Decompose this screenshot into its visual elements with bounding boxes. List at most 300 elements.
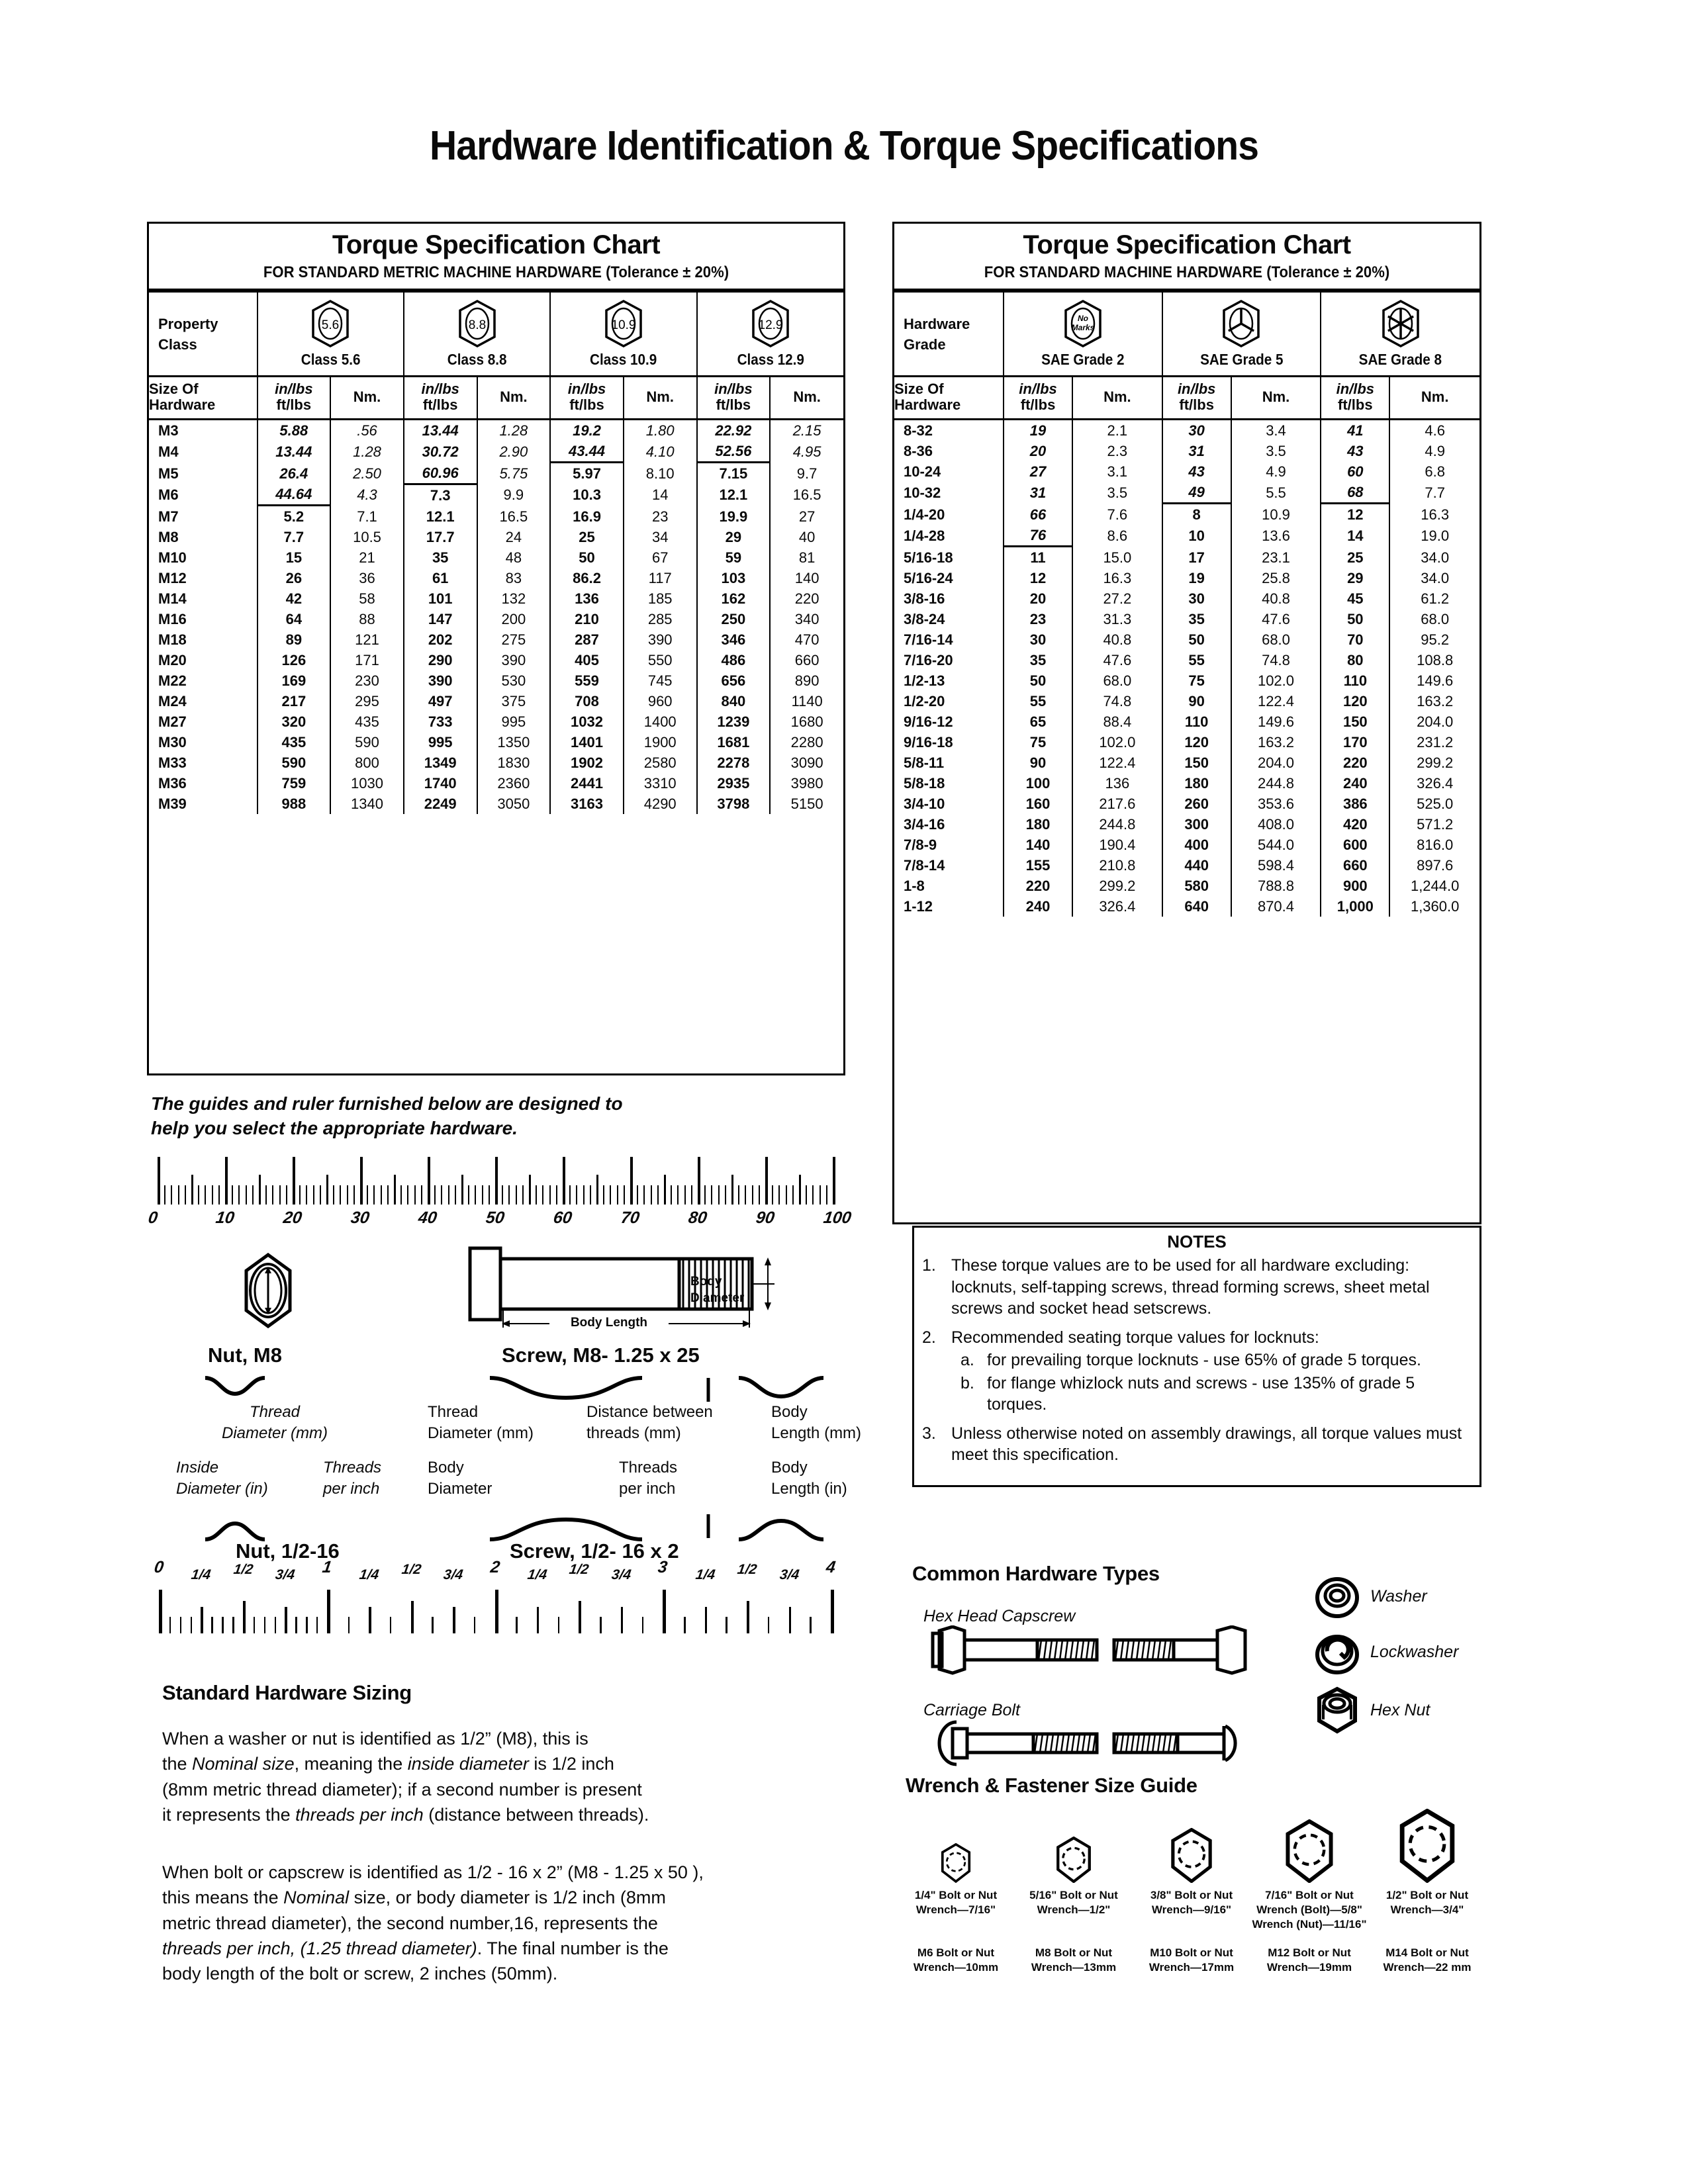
metric-cell: 988 (258, 794, 331, 814)
p1-b-i1: Nominal size (192, 1754, 295, 1774)
screw-callout-3-line2: Length (mm) (771, 1424, 862, 1442)
table-row (894, 691, 1479, 711)
ruler-tick (158, 1157, 160, 1205)
metric-cell: 17.7 (404, 527, 477, 547)
metric-row-size: M20 (149, 650, 258, 670)
screw-callout-body-diameter (428, 1457, 492, 1499)
ruler-tick (434, 1185, 436, 1205)
wrench-hex-icon-1 (1015, 1803, 1133, 1883)
ruler-tick (677, 1185, 679, 1205)
ruler-label-inch: 2 (489, 1558, 501, 1576)
metric-cell-nm: 9.9 (477, 484, 551, 506)
wrench-imperial-l1: 1/4" Bolt or Nut (914, 1889, 998, 1901)
ruler-tick (542, 1185, 543, 1205)
ruler-tick (421, 1185, 422, 1205)
metric-cell: 16.9 (550, 506, 624, 527)
metric-cell: 3163 (550, 794, 624, 814)
sae-cell: 220 (1321, 752, 1389, 773)
metric-row-size: M30 (149, 732, 258, 752)
ruler-tick (326, 1175, 328, 1205)
ruler-tick (495, 1157, 498, 1205)
ruler-tick (185, 1185, 186, 1205)
metric-cell: 19.9 (697, 506, 771, 527)
note-subitem (961, 1349, 1470, 1371)
metric-cell: 169 (258, 670, 331, 691)
wrench-imperial-l1: 5/16" Bolt or Nut (1029, 1889, 1118, 1901)
metric-row-size: M8 (149, 527, 258, 547)
sae-cell: 155 (1004, 855, 1072, 876)
ruler-label-mm: 70 (620, 1208, 641, 1227)
nut-metric-title: Nut, M8 (208, 1343, 282, 1367)
ruler-tick (576, 1185, 577, 1205)
metric-cell-nm: 4290 (624, 794, 697, 814)
metric-cell-nm: 1400 (624, 711, 697, 732)
metric-cell-nm: 40 (770, 527, 843, 547)
ruler-tick (299, 1185, 301, 1205)
wrench-metric-label-4 (1368, 1946, 1486, 1975)
ruler-tick (232, 1185, 233, 1205)
sae-cell: 50 (1162, 629, 1231, 650)
metric-cell-nm: 83 (477, 568, 551, 588)
metric-cell: 22.92 (697, 420, 771, 441)
sae-row-size: 1/2-13 (894, 670, 1004, 691)
table-row (894, 711, 1479, 732)
metric-cell: 15 (258, 547, 331, 568)
callout-braces-bottom (185, 1510, 847, 1543)
sae-cell-nm: 897.6 (1389, 855, 1479, 876)
metric-row-size: M5 (149, 463, 258, 484)
nut-metric-callout-line2: Diameter (mm) (222, 1424, 328, 1442)
ruler-tick (246, 1185, 247, 1205)
metric-property-class-label-1: Property (158, 315, 218, 332)
metric-class-header-2 (550, 292, 696, 377)
sae-cell: 90 (1004, 752, 1072, 773)
metric-unit-header-inlbs-3: in/lbs ft/lbs (697, 377, 771, 420)
sae-cell: 160 (1004, 794, 1072, 814)
metric-cell-nm: 21 (330, 547, 404, 568)
metric-cell: 217 (258, 691, 331, 711)
ruler-label-inch: 1 (320, 1558, 333, 1576)
metric-class-label-3: Class 12.9 (737, 351, 804, 368)
ruler-label-fraction: 1/4 (526, 1567, 548, 1582)
metric-row-size: M14 (149, 588, 258, 609)
svg-text:5.6: 5.6 (321, 318, 340, 332)
metric-cell-nm: 4.10 (624, 441, 697, 463)
sae-cell-nm: 25.8 (1231, 568, 1321, 588)
table-row (894, 609, 1479, 629)
sae-grade-label-2: SAE Grade 8 (1358, 351, 1442, 368)
note-sublist (951, 1349, 1470, 1416)
ruler-tick (353, 1185, 355, 1205)
sae-cell-nm: 47.6 (1231, 609, 1321, 629)
table-row (894, 547, 1479, 569)
wrench-imperial-l2: Wrench—9/16" (1151, 1903, 1232, 1917)
svg-text:8.8: 8.8 (468, 318, 486, 332)
sae-cell: 420 (1321, 814, 1389, 835)
hex-mark-6-line-icon (1380, 299, 1421, 348)
metric-cell-nm: 745 (624, 670, 697, 691)
wrench-imperial-l1: 3/8" Bolt or Nut (1150, 1889, 1233, 1901)
ruler-label-mm: 40 (417, 1208, 438, 1227)
svg-text:Marks: Marks (1071, 323, 1095, 332)
ruler-tick (369, 1607, 371, 1633)
metric-cell: 7.15 (697, 463, 771, 484)
sae-row-size: 3/8-24 (894, 609, 1004, 629)
sae-cell-nm: 102.0 (1231, 670, 1321, 691)
table-row (149, 609, 843, 629)
sae-row-size: 10-32 (894, 482, 1004, 504)
nut-imp-callout-a2: Diameter (in) (176, 1479, 268, 1498)
table-row (894, 461, 1479, 482)
ruler-tick (651, 1185, 652, 1205)
sae-cell: 55 (1162, 650, 1231, 670)
metric-cell: 2278 (697, 752, 771, 773)
sae-row-size: 7/8-9 (894, 835, 1004, 855)
metric-cell-nm: 435 (330, 711, 404, 732)
metric-cell: 5.2 (258, 506, 331, 527)
ruler-label-fraction: 1/2 (400, 1562, 422, 1577)
hex-mark-5.6-icon (310, 299, 351, 348)
ruler-tick (201, 1607, 203, 1633)
metric-cell: 5.97 (550, 463, 624, 484)
metric-cell-nm: 48 (477, 547, 551, 568)
ruler-label-fraction: 3/4 (610, 1567, 632, 1582)
metric-cell: 19.2 (550, 420, 624, 441)
ruler-label-mm: 10 (214, 1208, 236, 1227)
ruler-tick (254, 1617, 256, 1633)
ruler-label-inch: 0 (153, 1558, 165, 1576)
sae-cell-nm: 16.3 (1389, 504, 1479, 525)
hex-mark-no-marks-icon (1062, 299, 1103, 348)
sae-unit-header-inlbs-1: in/lbs ft/lbs (1162, 377, 1231, 420)
metric-cell: 162 (697, 588, 771, 609)
metric-cell: 590 (258, 752, 331, 773)
metric-torque-chart (147, 222, 845, 1075)
ruler-tick (243, 1601, 246, 1633)
table-row (894, 670, 1479, 691)
sae-cell: 300 (1162, 814, 1231, 835)
sae-cell-nm: 571.2 (1389, 814, 1479, 835)
wrench-metric-l2: Wrench—17mm (1149, 1961, 1235, 1974)
ruler-tick (316, 1617, 318, 1633)
table-row (894, 629, 1479, 650)
ruler-tick (826, 1185, 827, 1205)
note-item-1 (922, 1255, 1470, 1320)
table-row (894, 482, 1479, 504)
metric-cell-nm: 530 (477, 670, 551, 691)
metric-cell-nm: 2580 (624, 752, 697, 773)
ruler-tick (367, 1185, 368, 1205)
sae-cell: 900 (1321, 876, 1389, 896)
ruler-tick (455, 1185, 456, 1205)
metric-cell: 250 (697, 609, 771, 629)
ruler-tick (820, 1185, 821, 1205)
screw-callout-2-line1: Distance between (586, 1403, 713, 1421)
ruler-tick (387, 1185, 389, 1205)
ruler-tick (508, 1185, 510, 1205)
metric-unit-header-nm-2: Nm. (624, 377, 697, 420)
sae-cell: 25 (1321, 547, 1389, 569)
ruler-tick (225, 1157, 228, 1205)
sae-cell-nm: 61.2 (1389, 588, 1479, 609)
sae-cell: 66 (1004, 504, 1072, 525)
sae-cell: 120 (1321, 691, 1389, 711)
washer-label: Washer (1370, 1587, 1427, 1606)
sae-cell: 31 (1162, 441, 1231, 461)
wrench-imperial-label-2 (1133, 1888, 1250, 1917)
metric-cell: 13.44 (258, 441, 331, 463)
sae-unit-header-nm-1: Nm. (1231, 377, 1321, 420)
ruler-tick (691, 1185, 692, 1205)
p1-d-post: (distance between threads). (423, 1804, 649, 1825)
sae-cell-nm: 10.9 (1231, 504, 1321, 525)
sae-row-size: 5/16-18 (894, 547, 1004, 569)
table-row (894, 650, 1479, 670)
sae-cell-nm: 74.8 (1072, 691, 1162, 711)
metric-cell: 733 (404, 711, 477, 732)
metric-cell: 147 (404, 609, 477, 629)
metric-cell: 346 (697, 629, 771, 650)
metric-cell: 43.44 (550, 441, 624, 463)
ruler-tick (579, 1601, 581, 1633)
metric-cell-nm: 8.10 (624, 463, 697, 484)
metric-class-label-0: Class 5.6 (301, 351, 361, 368)
wrench-metric-label-3 (1250, 1946, 1368, 1975)
table-row (149, 568, 843, 588)
sae-row-size: 3/8-16 (894, 588, 1004, 609)
metric-cell-nm: 16.5 (477, 506, 551, 527)
metric-cell: 29 (697, 527, 771, 547)
ruler-tick (537, 1607, 539, 1633)
sae-cell-nm: 204.0 (1231, 752, 1321, 773)
wrench-imperial-l3: Wrench (Nut)—11/16" (1252, 1918, 1367, 1931)
ruler-tick (637, 1185, 638, 1205)
sae-cell-nm: 68.0 (1389, 609, 1479, 629)
sae-cell: 640 (1162, 896, 1231, 917)
wrench-metric-l1: M14 Bolt or Nut (1385, 1946, 1469, 1959)
sae-cell-nm: 3.5 (1072, 482, 1162, 504)
metric-row-size: M27 (149, 711, 258, 732)
metric-row-size: M12 (149, 568, 258, 588)
metric-cell: 2249 (404, 794, 477, 814)
sae-cell: 30 (1162, 588, 1231, 609)
metric-cell-nm: 4.3 (330, 484, 404, 506)
wrench-guide-column-0 (897, 1803, 1015, 1974)
p1-line4 (162, 1802, 831, 1827)
metric-cell-nm: 81 (770, 547, 843, 568)
metric-cell-nm: 67 (624, 547, 697, 568)
metric-cell: 1032 (550, 711, 624, 732)
screw-callout-5-line1: Threads (619, 1459, 678, 1477)
sae-cell-nm: 598.4 (1231, 855, 1321, 876)
metric-cell-nm: 295 (330, 691, 404, 711)
sae-row-size: 8-36 (894, 441, 1004, 461)
metric-cell-nm: 220 (770, 588, 843, 609)
ruler-tick (390, 1617, 392, 1633)
metric-cell: 497 (404, 691, 477, 711)
wrench-metric-l1: M8 Bolt or Nut (1035, 1946, 1113, 1959)
sae-cell-nm: 3.1 (1072, 461, 1162, 482)
sae-cell: 90 (1162, 691, 1231, 711)
wrench-metric-l2: Wrench—22 mm (1383, 1961, 1472, 1974)
sae-row-size: 1-8 (894, 876, 1004, 896)
sae-cell: 29 (1321, 568, 1389, 588)
ruler-tick (178, 1185, 179, 1205)
sae-cell: 50 (1004, 670, 1072, 691)
table-row (149, 420, 843, 441)
sae-row-size: 1/4-20 (894, 504, 1004, 525)
sae-cell-nm: 31.3 (1072, 609, 1162, 629)
svg-text:10.9: 10.9 (611, 318, 636, 332)
metric-cell: 210 (550, 609, 624, 629)
ruler-tick (624, 1185, 625, 1205)
wrench-metric-l2: Wrench—19mm (1266, 1961, 1352, 1974)
metric-class-label-2: Class 10.9 (590, 351, 657, 368)
sae-cell: 23 (1004, 609, 1072, 629)
sae-cell-nm: 23.1 (1231, 547, 1321, 569)
millimeter-ruler (158, 1157, 833, 1205)
sae-cell-nm: 122.4 (1231, 691, 1321, 711)
sae-chart-subtitle: FOR STANDARD MACHINE HARDWARE (Tolerance ± 20%) (984, 263, 1390, 281)
ruler-tick (759, 1185, 760, 1205)
ruler-tick (218, 1185, 220, 1205)
metric-cell-nm: 1350 (477, 732, 551, 752)
common-hardware-heading: Common Hardware Types (912, 1562, 1160, 1585)
ruler-tick (448, 1185, 449, 1205)
ruler-tick (211, 1617, 213, 1633)
ruler-label-fraction: 1/4 (190, 1567, 212, 1582)
ruler-tick (833, 1157, 835, 1205)
sae-cell: 43 (1162, 461, 1231, 482)
screw-callout-thread-diameter (428, 1402, 534, 1443)
metric-cell: 35 (404, 547, 477, 568)
ruler-tick (482, 1185, 483, 1205)
guide-intro-line2: help you select the appropriate hardware. (151, 1117, 518, 1138)
sae-cell: 30 (1162, 420, 1231, 441)
sae-cell: 1,000 (1321, 896, 1389, 917)
metric-cell-nm: 800 (330, 752, 404, 773)
sae-cell-nm: 6.8 (1389, 461, 1479, 482)
ruler-tick (704, 1185, 706, 1205)
nut-imperial-callout-threads (323, 1457, 381, 1499)
p2-line1: When bolt or capscrew is identified as 1/2 - 16 x 2” (M8 - 1.25 x 50 ), (162, 1862, 704, 1882)
metric-cell: 7.7 (258, 527, 331, 547)
sae-cell-nm: 326.4 (1389, 773, 1479, 794)
sae-cell: 170 (1321, 732, 1389, 752)
metric-cell-nm: 171 (330, 650, 404, 670)
p2-line3: metric thread diameter), the second number,16, represents the (162, 1913, 658, 1933)
ruler-tick (407, 1185, 408, 1205)
metric-cell-nm: 140 (770, 568, 843, 588)
sae-cell-nm: 1,360.0 (1389, 896, 1479, 917)
metric-cell-nm: 375 (477, 691, 551, 711)
sae-cell: 75 (1162, 670, 1231, 691)
body-diameter-label (690, 1274, 770, 1306)
sae-row-size: 8-32 (894, 420, 1004, 441)
p1-line1: When a washer or nut is identified as 1/2” (M8), this is (162, 1729, 588, 1749)
metric-cell-nm: .56 (330, 420, 404, 441)
sae-cell-nm: 816.0 (1389, 835, 1479, 855)
screw-callout-body-length-mm (771, 1402, 861, 1443)
table-row (149, 711, 843, 732)
note-subitem (961, 1373, 1470, 1416)
table-row (894, 876, 1479, 896)
metric-property-class-label-2: Class (158, 336, 197, 353)
sae-cell-nm: 68.0 (1072, 670, 1162, 691)
sae-size-header: Size Of Hardware (894, 377, 1004, 420)
screw-callout-1-line2: Diameter (mm) (428, 1424, 534, 1442)
table-row (149, 732, 843, 752)
ruler-tick (549, 1185, 551, 1205)
sae-cell: 49 (1162, 482, 1231, 504)
washer-icon (1314, 1574, 1360, 1623)
ruler-tick (502, 1185, 503, 1205)
metric-cell-nm: 1.80 (624, 420, 697, 441)
table-row (149, 547, 843, 568)
screw-callout-2-line2: threads (mm) (586, 1424, 681, 1442)
table-row (894, 896, 1479, 917)
metric-row-size: M4 (149, 441, 258, 463)
ruler-label-fraction: 1/2 (736, 1562, 758, 1577)
ruler-tick (489, 1185, 490, 1205)
svg-text:12.9: 12.9 (758, 318, 783, 332)
metric-cell-nm: 995 (477, 711, 551, 732)
wrench-metric-l2: Wrench—13mm (1031, 1961, 1117, 1974)
sae-cell: 11 (1004, 547, 1072, 569)
ruler-tick (313, 1185, 314, 1205)
table-row (149, 629, 843, 650)
metric-unit-header-nm-1: Nm. (477, 377, 551, 420)
p1-b-mid: , meaning the (294, 1754, 408, 1774)
sae-cell: 75 (1004, 732, 1072, 752)
sae-cell: 240 (1004, 896, 1072, 917)
metric-cell-nm: 185 (624, 588, 697, 609)
metric-row-size: M33 (149, 752, 258, 773)
metric-cell: 59 (697, 547, 771, 568)
table-row (149, 650, 843, 670)
note-text: Unless otherwise noted on assembly drawings, all torque values must meet this specification. (951, 1424, 1462, 1464)
metric-cell: 86.2 (550, 568, 624, 588)
sae-cell: 31 (1004, 482, 1072, 504)
screw-callout-4-line1: Body (428, 1459, 464, 1477)
sae-cell-nm: 108.8 (1389, 650, 1479, 670)
ruler-tick (596, 1175, 598, 1205)
sae-cell-nm: 40.8 (1231, 588, 1321, 609)
metric-cell: 42 (258, 588, 331, 609)
metric-cell-nm: 2.15 (770, 420, 843, 441)
sae-cell-nm: 13.6 (1231, 525, 1321, 547)
sae-unit-header-inlbs-2: in/lbs ft/lbs (1321, 377, 1389, 420)
sizing-paragraph-1 (162, 1726, 831, 1827)
metric-class-header-0 (258, 292, 404, 377)
ruler-tick (569, 1185, 571, 1205)
nut-imp-callout-a1: Inside (176, 1459, 219, 1477)
ruler-tick (529, 1175, 531, 1205)
metric-cell-nm: 5150 (770, 794, 843, 814)
sae-grade-label-1: SAE Grade 5 (1199, 351, 1284, 368)
ruler-tick-inch (831, 1590, 834, 1633)
metric-row-size: M39 (149, 794, 258, 814)
ruler-tick (205, 1185, 206, 1205)
ruler-tick (789, 1607, 792, 1633)
hex-mark-8.8-icon (457, 299, 498, 348)
sizing-heading: Standard Hardware Sizing (162, 1681, 412, 1704)
ruler-tick (630, 1157, 633, 1205)
sae-cell-nm: 34.0 (1389, 547, 1479, 569)
p2-line4 (162, 1936, 844, 1961)
metric-cell-nm: 275 (477, 629, 551, 650)
sae-cell: 580 (1162, 876, 1231, 896)
